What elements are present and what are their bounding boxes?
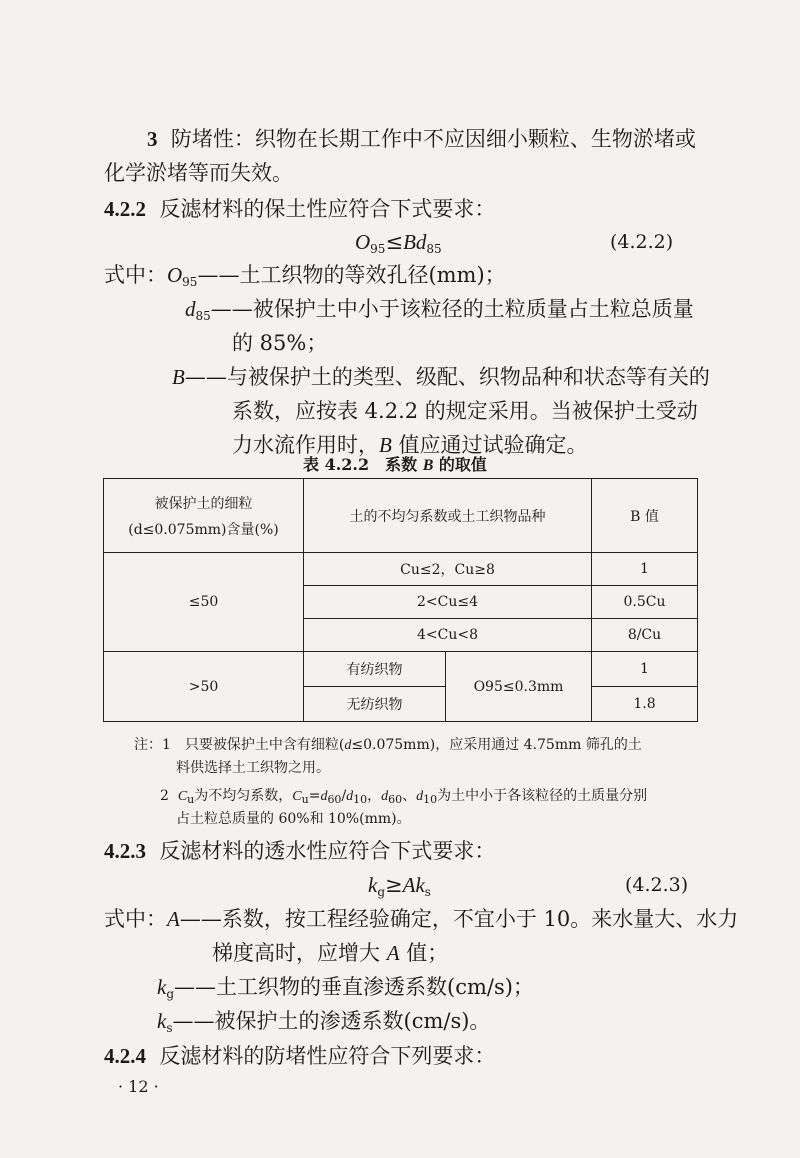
coefficient-b-table bbox=[103, 478, 698, 722]
note-1-line1 bbox=[134, 734, 642, 757]
section-4-2-3-number: 4.2.3 bbox=[104, 839, 146, 863]
item3-line2 bbox=[104, 158, 293, 188]
definition-b-line2: 系数，应按表 4.2.2 的规定采用。当被保护土受动 bbox=[232, 399, 698, 423]
header-fine-content bbox=[104, 479, 304, 553]
note-2-line1: 2 $C_u$为不均匀系数，$C_u=d_{60}/d_{10}$，$d_{60}$、$d_{10}$为土中小于各该粒径的土质量分别 bbox=[160, 788, 648, 806]
row45-condition: O95≤0.3mm bbox=[446, 652, 592, 722]
definition-a-line2 bbox=[212, 938, 448, 968]
note2-part-b: 为土中小于各该粒径的土质量分别 bbox=[437, 788, 648, 804]
section-4-2-2-text: 反滤材料的保土性应符合下式要求： bbox=[159, 197, 496, 221]
where-label-1: 式中： bbox=[104, 263, 167, 287]
def3-text-line1: ——与被保护土的类型、级配、织物品种和状态等有关的 bbox=[184, 365, 710, 389]
section-4-2-3-heading bbox=[104, 836, 495, 866]
equation-number-4-2-3: (4.2.3) bbox=[625, 874, 689, 896]
group-gt50: >50 bbox=[104, 652, 304, 722]
def4-symbol: A bbox=[167, 907, 180, 931]
definition-o95 bbox=[104, 260, 506, 290]
eq1-symbol-d: d bbox=[415, 230, 427, 254]
def5-text: ——土工织物的垂直渗透系数(cm/s)； bbox=[174, 975, 534, 999]
def4-text-line2a: 梯度高时，应增大 bbox=[212, 941, 387, 965]
row3-condition: 4<Cu<8 bbox=[304, 619, 592, 652]
table-caption-symbol: B bbox=[422, 457, 434, 474]
section-4-2-3-text: 反滤材料的透水性应符合下式要求： bbox=[159, 839, 496, 863]
def3-text-line3b: 值应通过试验确定。 bbox=[391, 433, 588, 457]
item3-text-line1: 防堵性：织物在长期工作中不应因细小颗粒、生物淤堵或 bbox=[170, 127, 696, 151]
definition-d85 bbox=[185, 294, 694, 324]
item3-line1 bbox=[147, 124, 696, 154]
note-2-line2: 占土粒总质量的 60%和 10%(mm)。 bbox=[176, 811, 411, 827]
def3-symbol: B bbox=[172, 365, 185, 389]
section-4-2-4-number: 4.2.4 bbox=[104, 1044, 146, 1068]
row1-value: 1 bbox=[592, 553, 698, 586]
row5-fabric-type: 无纺织物 bbox=[304, 687, 446, 722]
eq1-relation: ≤ bbox=[385, 230, 404, 254]
equation-4-2-3: $k_g\ge Ak_s$ bbox=[368, 873, 431, 899]
def4-text-line2-symbol: A bbox=[386, 941, 400, 965]
row4-value: 1 bbox=[592, 652, 698, 687]
note2-number: 2 bbox=[160, 788, 169, 804]
row2-value: 0.5Cu bbox=[592, 586, 698, 619]
note-1-line2: 料供选择土工织物之用。 bbox=[176, 760, 330, 776]
eq1-symbol-b: B bbox=[403, 230, 416, 254]
item3-text-line2: 化学淤堵等而失效。 bbox=[104, 161, 293, 185]
def2-sub: 85 bbox=[195, 309, 211, 323]
row4-fabric-type: 有纺织物 bbox=[304, 652, 446, 687]
eq1-sub-85: 85 bbox=[426, 242, 442, 256]
eq1-sub-95: 95 bbox=[370, 242, 386, 256]
group-le50: ≤50 bbox=[104, 553, 304, 652]
equation-4-2-2 bbox=[355, 227, 442, 257]
table-caption-prefix: 表 4.2.2 系数 bbox=[303, 455, 423, 474]
note2-part-a: 为不均匀系数， bbox=[194, 788, 293, 804]
header-col1-line1: 被保护土的细粒 bbox=[154, 495, 253, 512]
section-4-2-2-heading bbox=[104, 194, 495, 224]
definition-ks: $k_s——$被保护土的渗透系数(cm/s)。 bbox=[157, 1009, 491, 1035]
table-row bbox=[104, 553, 698, 586]
equation-number-4-2-2: (4.2.2) bbox=[610, 231, 674, 253]
section-4-2-4-text: 反滤材料的防堵性应符合下列要求： bbox=[159, 1044, 496, 1068]
note1-part-a: 注：1 只要被保护土中含有细粒( bbox=[134, 737, 345, 753]
row1-condition: Cu≤2，Cu≥8 bbox=[304, 553, 592, 586]
table-caption-suffix: 的取值 bbox=[433, 455, 487, 474]
def4-text-line2b: 值； bbox=[399, 941, 449, 965]
header-col1-line2: (d≤0.075mm)含量(%) bbox=[128, 521, 279, 538]
def3-text-line3a: 力水流作用时， bbox=[232, 433, 379, 457]
definition-d85-line2: 的 85%； bbox=[232, 331, 328, 355]
note1-symbol: d bbox=[344, 738, 352, 753]
def2-text-line1: ——被保护土中小于该粒径的土粒质量占土粒总质量 bbox=[210, 297, 694, 321]
definition-a bbox=[104, 904, 738, 934]
def4-text-line1: ——系数，按工程经验确定，不宜小于 10。来水量大、水力 bbox=[179, 907, 739, 931]
item3-number: 3 bbox=[147, 127, 158, 151]
table-header-row bbox=[104, 479, 698, 553]
definition-b bbox=[172, 362, 710, 392]
table-row bbox=[104, 652, 698, 687]
def1-text: ——土工织物的等效孔径(mm)； bbox=[197, 263, 506, 287]
definition-kg: $k_g——$土工织物的垂直渗透系数(cm/s)； bbox=[157, 975, 534, 1001]
row2-condition: 2<Cu≤4 bbox=[304, 586, 592, 619]
section-4-2-2-number: 4.2.2 bbox=[104, 197, 146, 221]
note1-part-b: ≤0.075mm)，应采用通过 4.75mm 筛孔的土 bbox=[351, 737, 642, 753]
table-caption bbox=[303, 452, 487, 475]
where-label-2: 式中： bbox=[104, 907, 167, 931]
eq1-symbol-o: O bbox=[355, 230, 371, 254]
header-uniformity: 土的不均匀系数或土工织物品种 bbox=[304, 479, 592, 553]
page-number: · 12 · bbox=[118, 1077, 159, 1096]
def1-symbol: O bbox=[167, 263, 183, 287]
header-b-value: B 值 bbox=[592, 479, 698, 553]
def2-symbol: d bbox=[185, 297, 196, 321]
def1-sub: 95 bbox=[182, 275, 198, 289]
row3-value: 8/Cu bbox=[592, 619, 698, 652]
section-4-2-4-heading bbox=[104, 1041, 495, 1071]
row5-value: 1.8 bbox=[592, 687, 698, 722]
def6-text: ——被保护土的渗透系数(cm/s)。 bbox=[172, 1009, 491, 1033]
def3-text-line3-symbol: B bbox=[379, 433, 392, 457]
